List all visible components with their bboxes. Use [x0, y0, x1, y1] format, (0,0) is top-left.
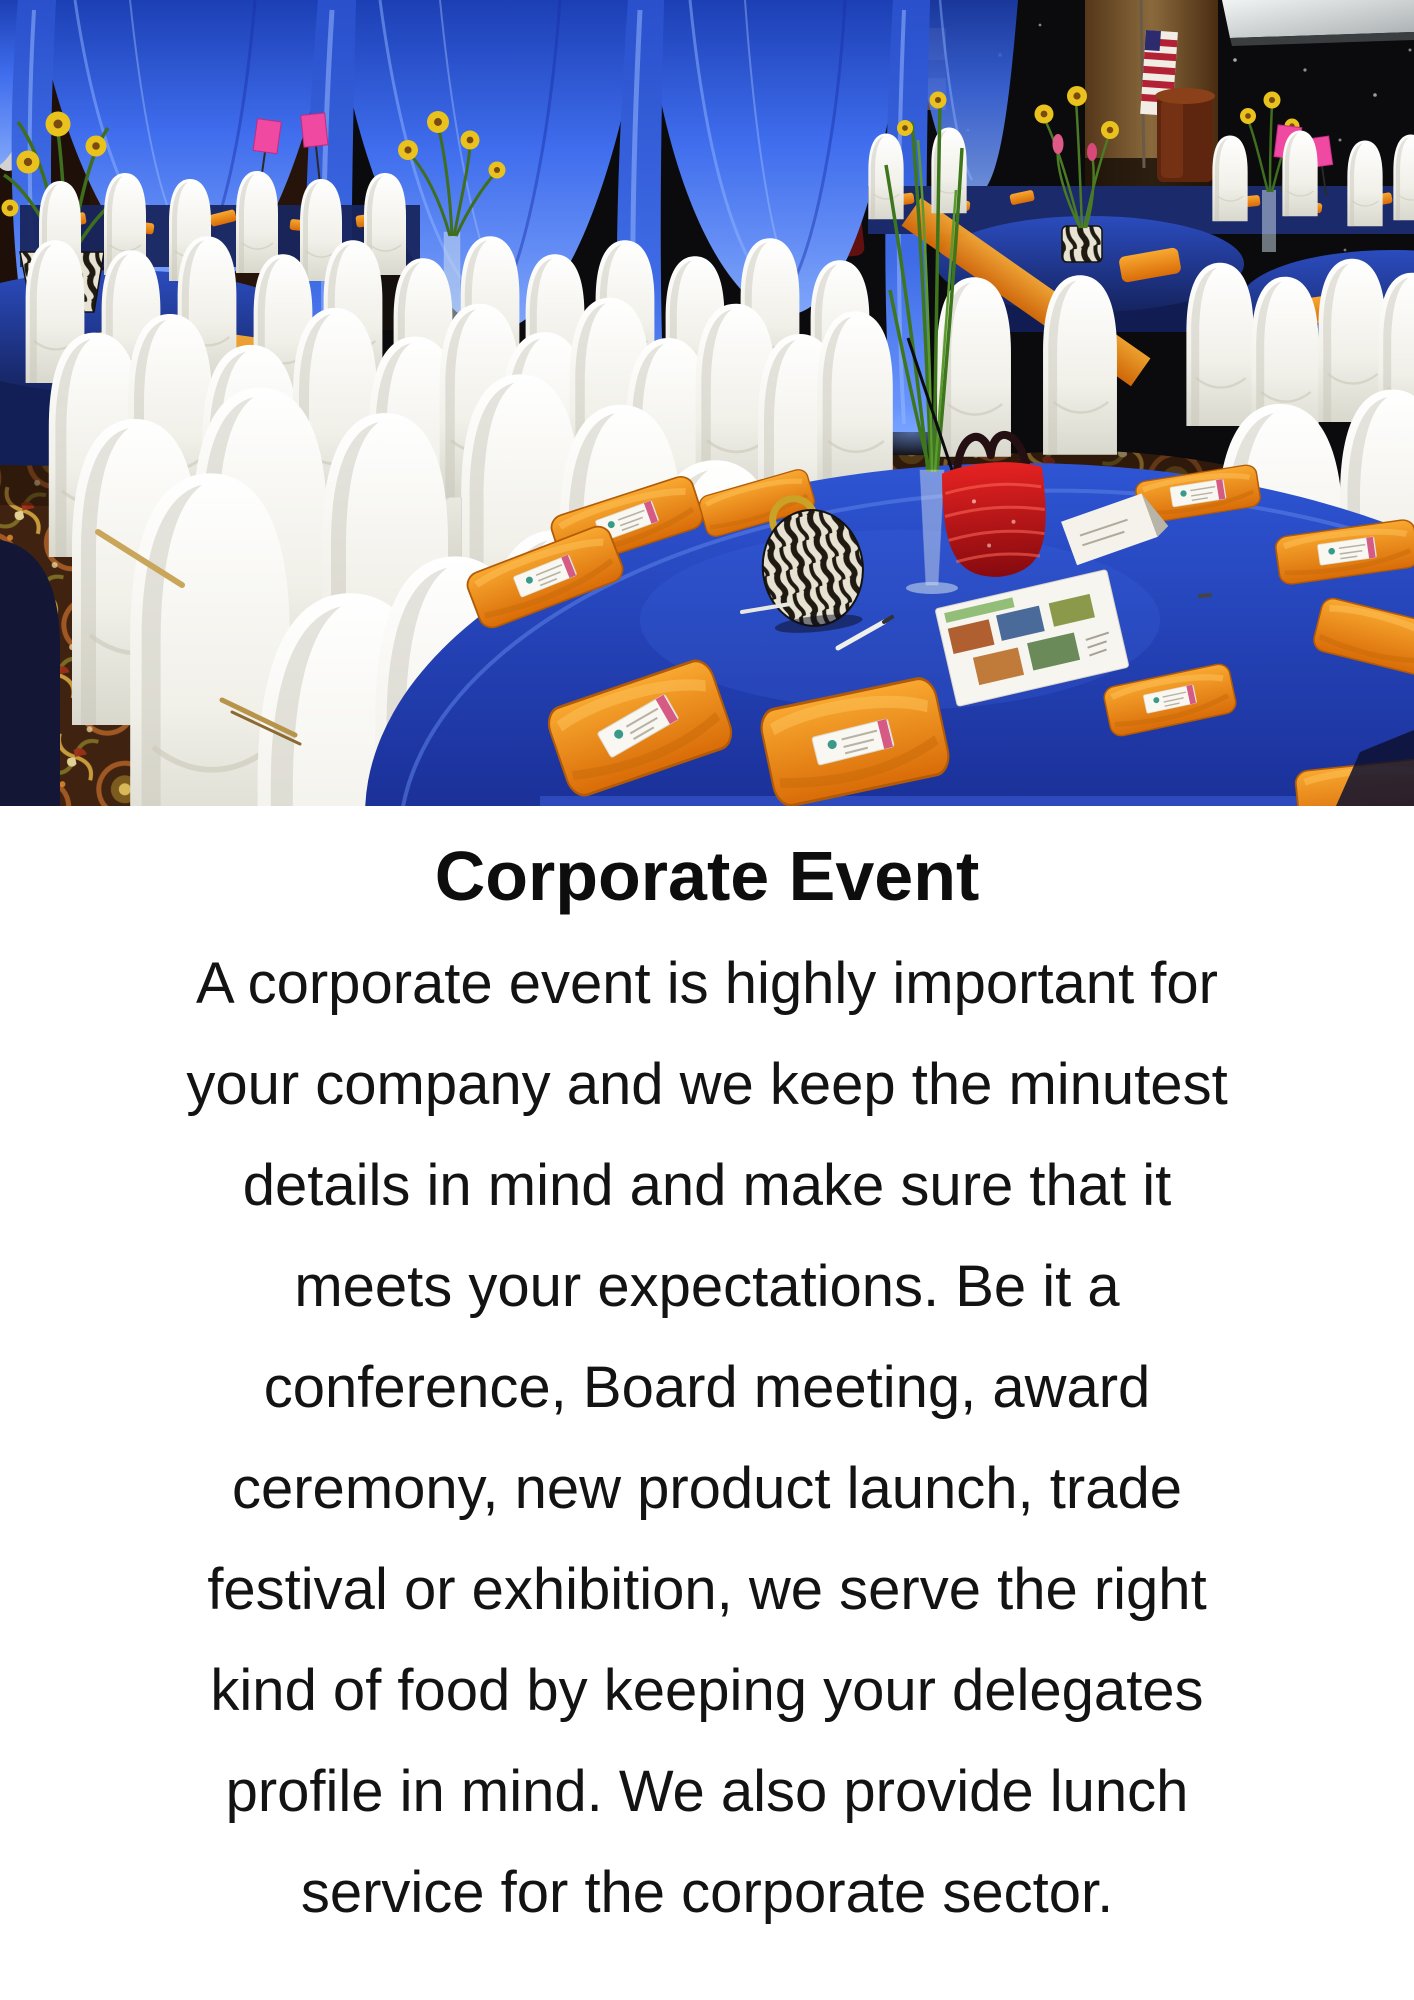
paragraph-line: kind of food by keeping your delegates [210, 1658, 1204, 1723]
paragraph-line: festival or exhibition, we serve the right [207, 1557, 1207, 1622]
paragraph-line: details in mind and make sure that it [242, 1153, 1172, 1218]
paragraph-line: ceremony, new product launch, trade [231, 1456, 1182, 1521]
projection-screen [1222, 0, 1414, 46]
section-title: Corporate Event [434, 837, 980, 915]
wooden-podium [1155, 88, 1215, 182]
paragraph-line: your company and we keep the minutest [186, 1052, 1228, 1117]
paragraph-line: A corporate event is highly important for [196, 951, 1218, 1016]
paragraph-line: service for the corporate sector. [300, 1860, 1114, 1925]
paragraph-line: profile in mind. We also provide lunch [225, 1759, 1189, 1824]
banquet-hall-photo [0, 0, 1414, 806]
paragraph-line: conference, Board meeting, award [263, 1355, 1151, 1420]
paragraph-line: meets your expectations. Be it a [294, 1254, 1120, 1319]
section-paragraph [27, 933, 1387, 1943]
